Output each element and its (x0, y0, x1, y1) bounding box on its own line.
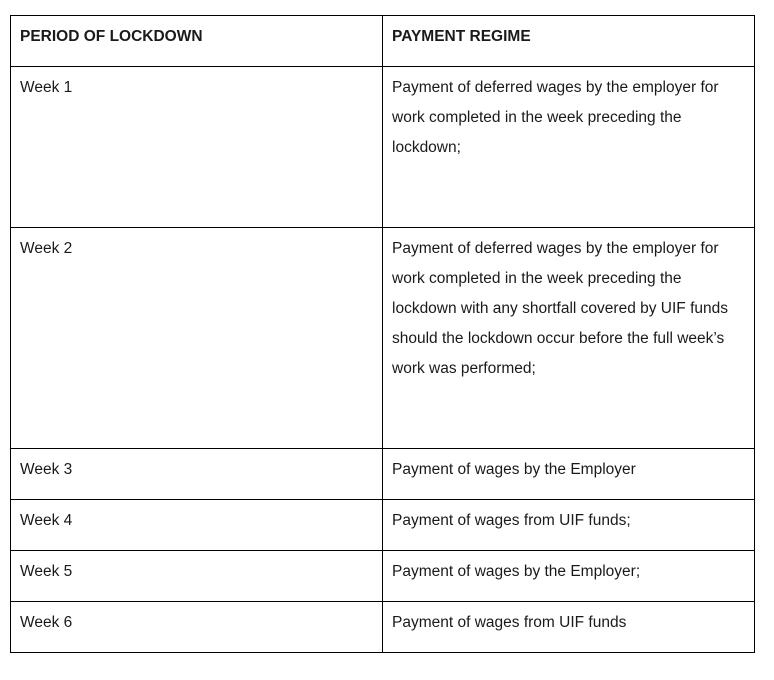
table-row (11, 602, 755, 653)
table-header-row (11, 16, 755, 67)
regime-cell: Payment of deferred wages by the employer for work completed in the week preceding the lockdown with any shortfall covered by UIF funds should the lockdown occur before the full week’s work was performed; (383, 228, 755, 449)
period-cell: Week 2 (11, 228, 383, 449)
regime-cell: Payment of wages by the Employer; (383, 551, 755, 602)
table-row (11, 500, 755, 551)
regime-cell: Payment of wages from UIF funds; (383, 500, 755, 551)
lockdown-payment-table (10, 15, 755, 653)
table-row (11, 551, 755, 602)
regime-cell: Payment of deferred wages by the employer for work completed in the week preceding the lockdown; (383, 67, 755, 228)
period-cell: Week 5 (11, 551, 383, 602)
regime-cell: Payment of wages from UIF funds (383, 602, 755, 653)
header-payment-regime: PAYMENT REGIME (383, 16, 755, 67)
table-row (11, 449, 755, 500)
period-cell: Week 4 (11, 500, 383, 551)
header-period-of-lockdown: PERIOD OF LOCKDOWN (11, 16, 383, 67)
period-cell: Week 3 (11, 449, 383, 500)
period-cell: Week 1 (11, 67, 383, 228)
period-cell: Week 6 (11, 602, 383, 653)
regime-cell: Payment of wages by the Employer (383, 449, 755, 500)
table-row (11, 67, 755, 228)
table-row (11, 228, 755, 449)
